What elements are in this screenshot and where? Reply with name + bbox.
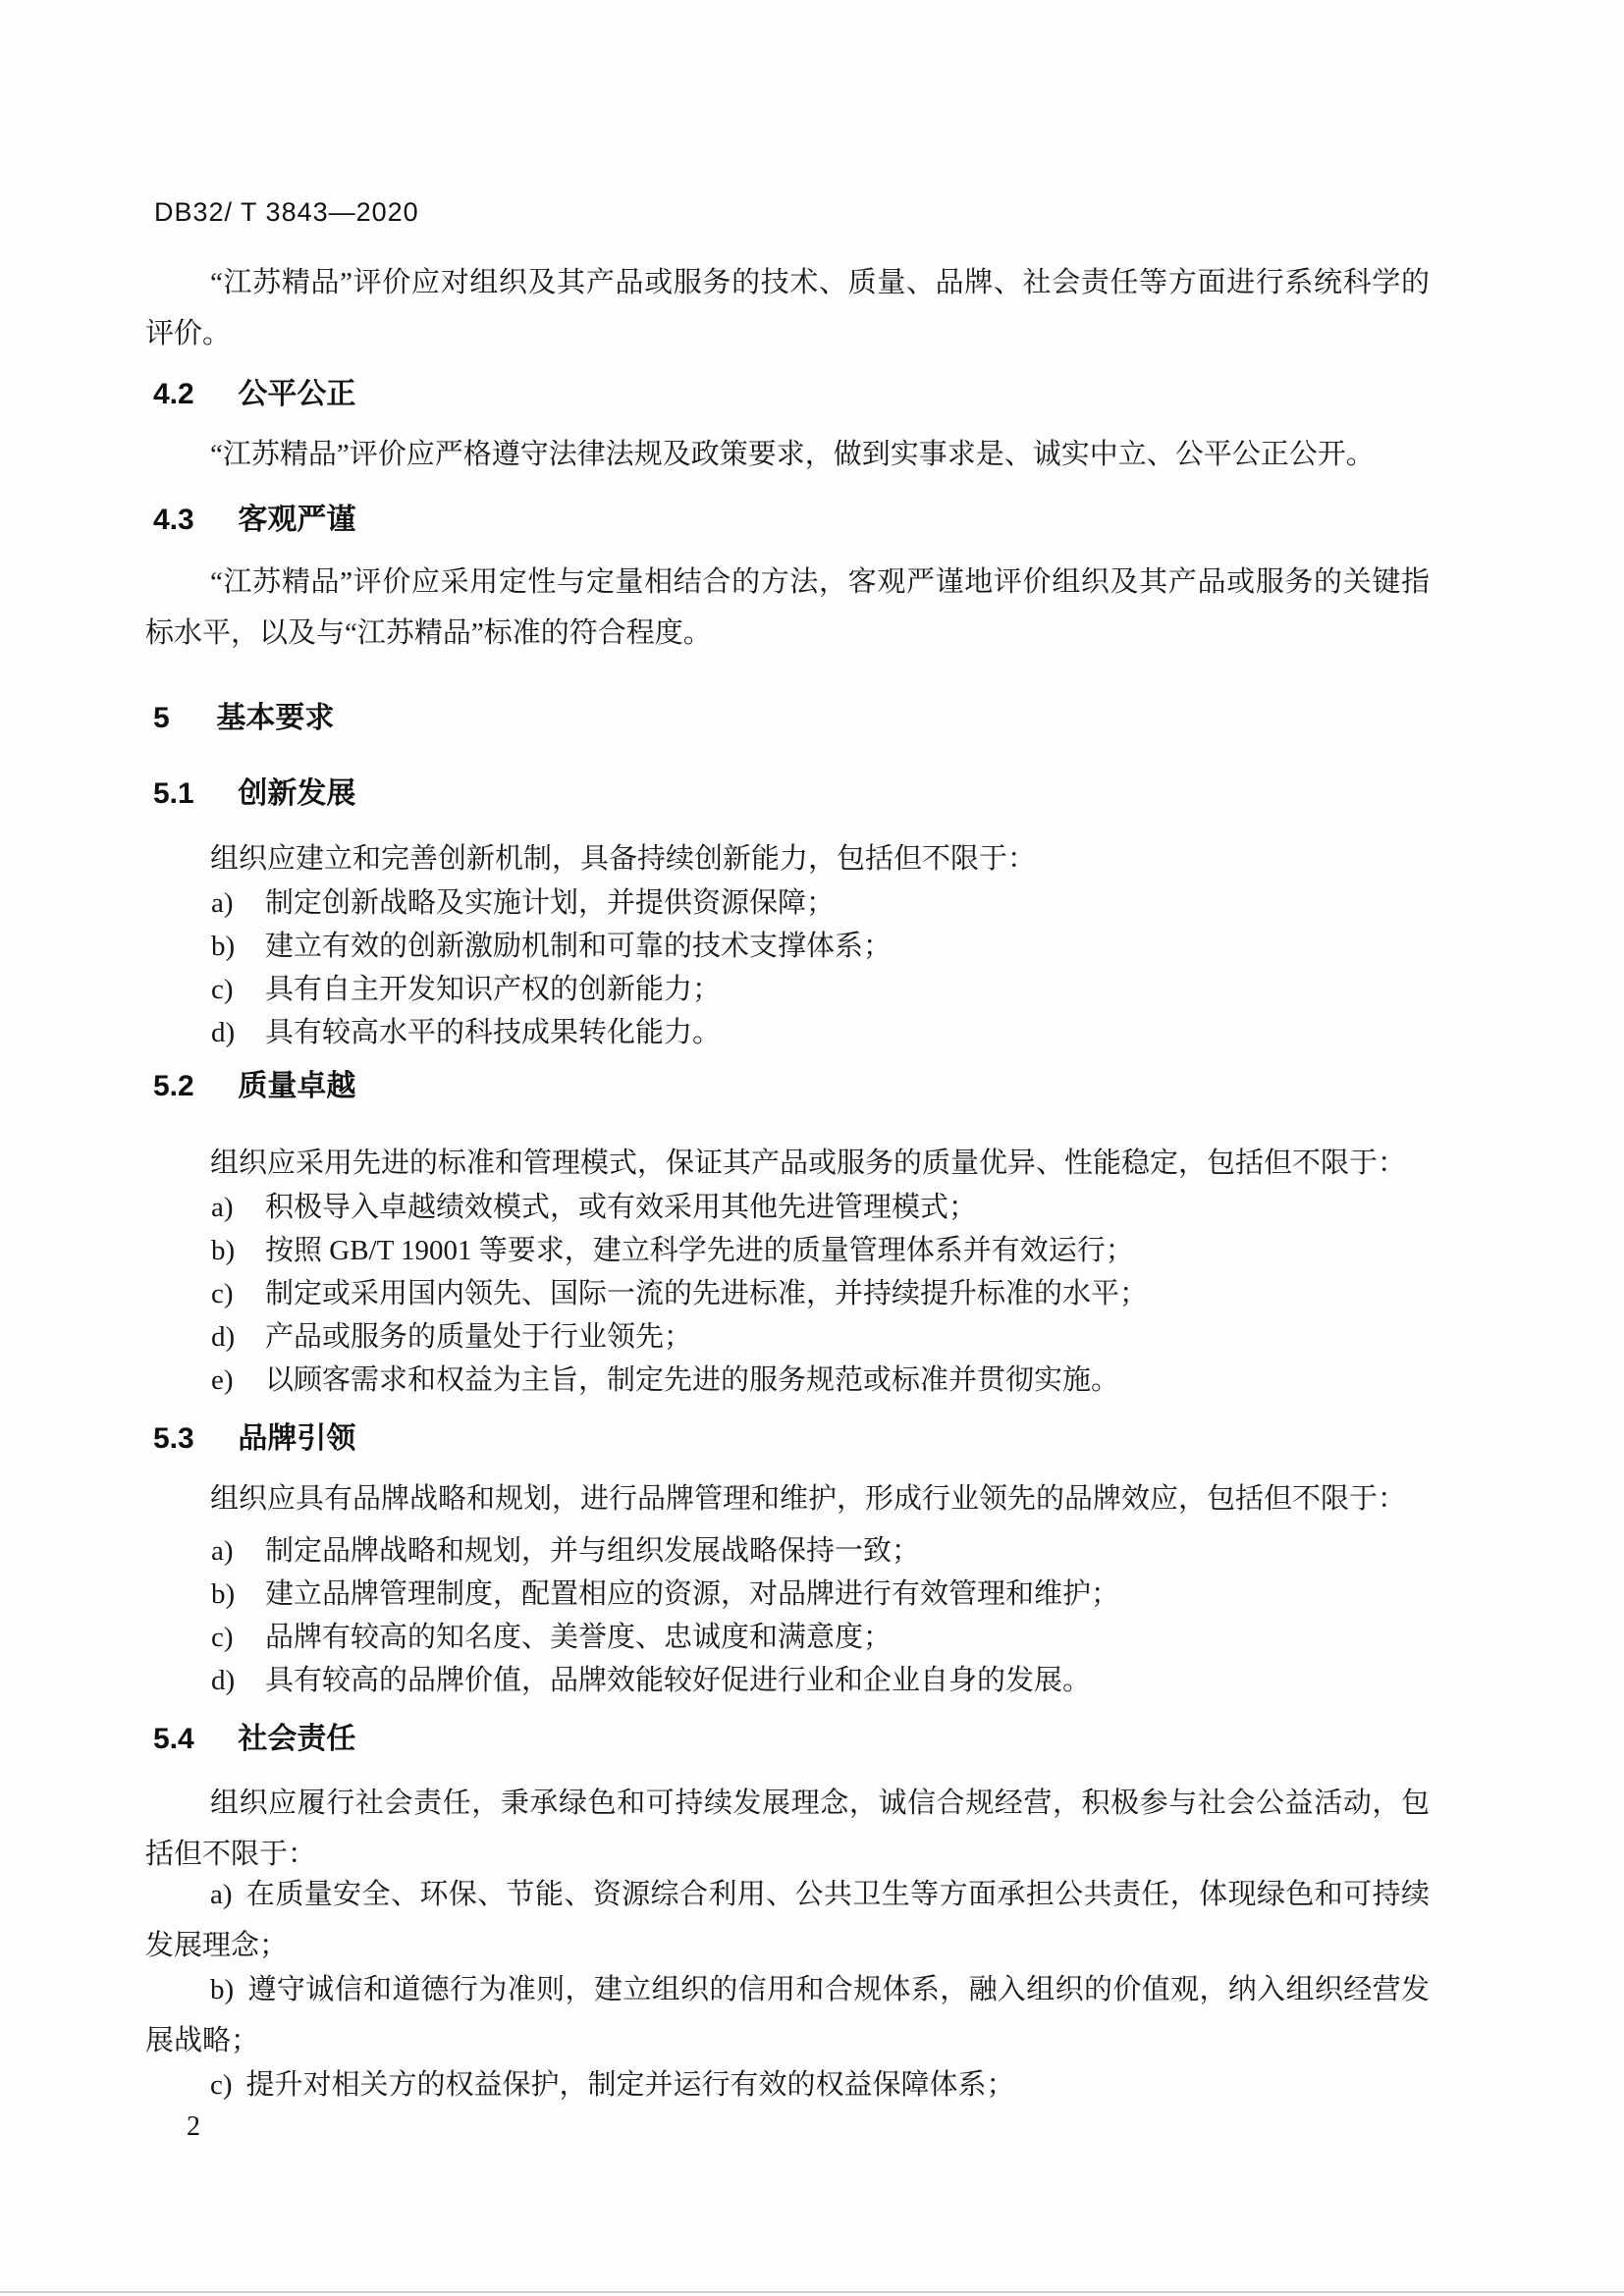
list-item-label: d) — [211, 1017, 236, 1048]
list-item-label: b) — [211, 931, 236, 962]
list-item-label: a) — [211, 887, 234, 919]
list-item — [145, 1659, 1430, 1702]
section-title: 创新发展 — [238, 777, 356, 810]
intro-paragraph: “江苏精品”评价应对组织及其产品或服务的技术、质量、品牌、社会责任等方面进行系统科学的评价。 — [145, 267, 1430, 349]
section-5-3-list — [145, 1529, 1430, 1702]
section-number: 4.3 — [153, 504, 194, 536]
list-item-text: 制定或采用国内领先、国际一流的先进标准，并持续提升标准的水平； — [265, 1278, 1149, 1309]
list-item — [145, 1529, 1430, 1573]
section-number: 5.2 — [153, 1070, 194, 1102]
section-heading-5-1 — [145, 776, 1437, 812]
list-item-text: 遵守诚信和道德行为准则，建立组织的信用和合规体系，融入组织的价值观，纳入组织经营发展战略； — [145, 1974, 1430, 2056]
list-item-label: a) — [211, 1535, 234, 1567]
section-title: 公平公正 — [238, 378, 356, 410]
section-5-3-paragraph: 组织应具有品牌战略和规划，进行品牌管理和维护，形成行业领先的品牌效应，包括但不限于： — [210, 1483, 1407, 1515]
list-item-label: c) — [210, 2069, 233, 2101]
section-4-2-paragraph: “江苏精品”评价应严格遵守法律法规及政策要求，做到实事求是、诚实中立、公平公正公开。 — [210, 439, 1375, 470]
section-number: 4.2 — [153, 378, 194, 410]
list-item-text: 建立有效的创新激励机制和可靠的技术支撑体系； — [265, 931, 893, 962]
section-5-4-item — [145, 1869, 1430, 1971]
list-item-label: c) — [211, 1278, 234, 1309]
list-item — [145, 1186, 1430, 1229]
section-5-2-paragraph: 组织应采用先进的标准和管理模式，保证其产品或服务的质量优异、性能稳定，包括但不限于： — [210, 1148, 1407, 1179]
list-item-label: a) — [210, 1879, 233, 1910]
list-item-text: 品牌有较高的知名度、美誉度、忠诚度和满意度； — [265, 1622, 893, 1653]
list-item-text: 产品或服务的质量处于行业领先； — [265, 1321, 693, 1353]
list-item-label: a) — [211, 1192, 234, 1223]
section-heading-4-2 — [145, 377, 1437, 412]
running-header: DB32/ T 3843—2020 — [154, 197, 419, 227]
list-item-label: d) — [211, 1321, 236, 1353]
list-item-text: 建立品牌管理制度，配置相应的资源，对品牌进行有效管理和维护； — [265, 1578, 1120, 1610]
list-item — [145, 1616, 1430, 1659]
list-item — [145, 1011, 1430, 1054]
section-number: 5.3 — [153, 1422, 194, 1455]
list-item — [145, 1573, 1430, 1616]
list-item-label: e) — [211, 1364, 234, 1396]
section-number: 5.1 — [153, 777, 194, 810]
section-title: 质量卓越 — [238, 1070, 356, 1102]
section-title: 社会责任 — [238, 1723, 356, 1755]
list-item — [145, 1272, 1430, 1315]
list-item-text: 具有自主开发知识产权的创新能力； — [265, 974, 722, 1005]
page-bottom-edge — [0, 2291, 1624, 2293]
list-item-text: 积极导入卓越绩效模式，或有效采用其他先进管理模式； — [265, 1192, 978, 1223]
section-heading-5-4 — [145, 1722, 1437, 1757]
section-title: 品牌引领 — [238, 1422, 356, 1455]
list-item-text: 按照 GB/T 19001 等要求，建立科学先进的质量管理体系并有效运行； — [265, 1235, 1134, 1266]
section-heading-5-2 — [145, 1069, 1437, 1104]
list-item-text: 提升对相关方的权益保护，制定并运行有效的权益保障体系； — [245, 2069, 1015, 2101]
list-item — [145, 1359, 1430, 1402]
section-number: 5.4 — [153, 1723, 194, 1755]
section-5-4-paragraph: 组织应履行社会责任，秉承绿色和可持续发展理念，诚信合规经营，积极参与社会公益活动，包括但不限于： — [145, 1788, 1430, 1870]
chapter-heading-5 — [145, 701, 1437, 736]
list-item — [145, 1315, 1430, 1359]
list-item-text: 制定品牌战略和规划，并与组织发展战略保持一致； — [265, 1535, 921, 1567]
list-item-text: 在质量安全、环保、节能、资源综合利用、公共卫生等方面承担公共责任，体现绿色和可持续发展理念； — [145, 1879, 1430, 1961]
section-4-3-paragraph: “江苏精品”评价应采用定性与定量相结合的方法，客观严谨地评价组织及其产品或服务的关键指标水平，以及与“江苏精品”标准的符合程度。 — [145, 566, 1430, 649]
chapter-title: 基本要求 — [216, 702, 335, 734]
list-item-text: 具有较高的品牌价值，品牌效能较好促进行业和企业自身的发展。 — [265, 1665, 1092, 1696]
page-number: 2 — [187, 2111, 200, 2142]
list-item-label: d) — [211, 1665, 236, 1696]
chapter-number: 5 — [153, 702, 170, 734]
section-5-1-paragraph: 组织应建立和完善创新机制，具备持续创新能力，包括但不限于： — [210, 843, 1037, 875]
list-item-text: 以顾客需求和权益为主旨，制定先进的服务规范或标准并贯彻实施。 — [265, 1364, 1120, 1396]
list-item-label: b) — [211, 1578, 236, 1610]
list-item — [145, 968, 1430, 1011]
list-item — [145, 925, 1430, 968]
list-item-label: b) — [210, 1974, 235, 2005]
section-heading-4-3 — [145, 503, 1437, 538]
section-5-2-list — [145, 1186, 1430, 1402]
list-item-label: c) — [211, 974, 234, 1005]
section-5-4-item — [145, 2059, 1430, 2110]
list-item — [145, 881, 1430, 925]
list-item-text: 制定创新战略及实施计划，并提供资源保障； — [265, 887, 836, 919]
list-item — [145, 1229, 1430, 1272]
list-item-label: c) — [211, 1622, 234, 1653]
list-item-label: b) — [211, 1235, 236, 1266]
section-5-1-list — [145, 881, 1430, 1054]
section-5-4-item — [145, 1964, 1430, 2066]
section-title: 客观严谨 — [238, 504, 356, 536]
list-item-text: 具有较高水平的科技成果转化能力。 — [265, 1017, 722, 1048]
section-heading-5-3 — [145, 1421, 1437, 1457]
